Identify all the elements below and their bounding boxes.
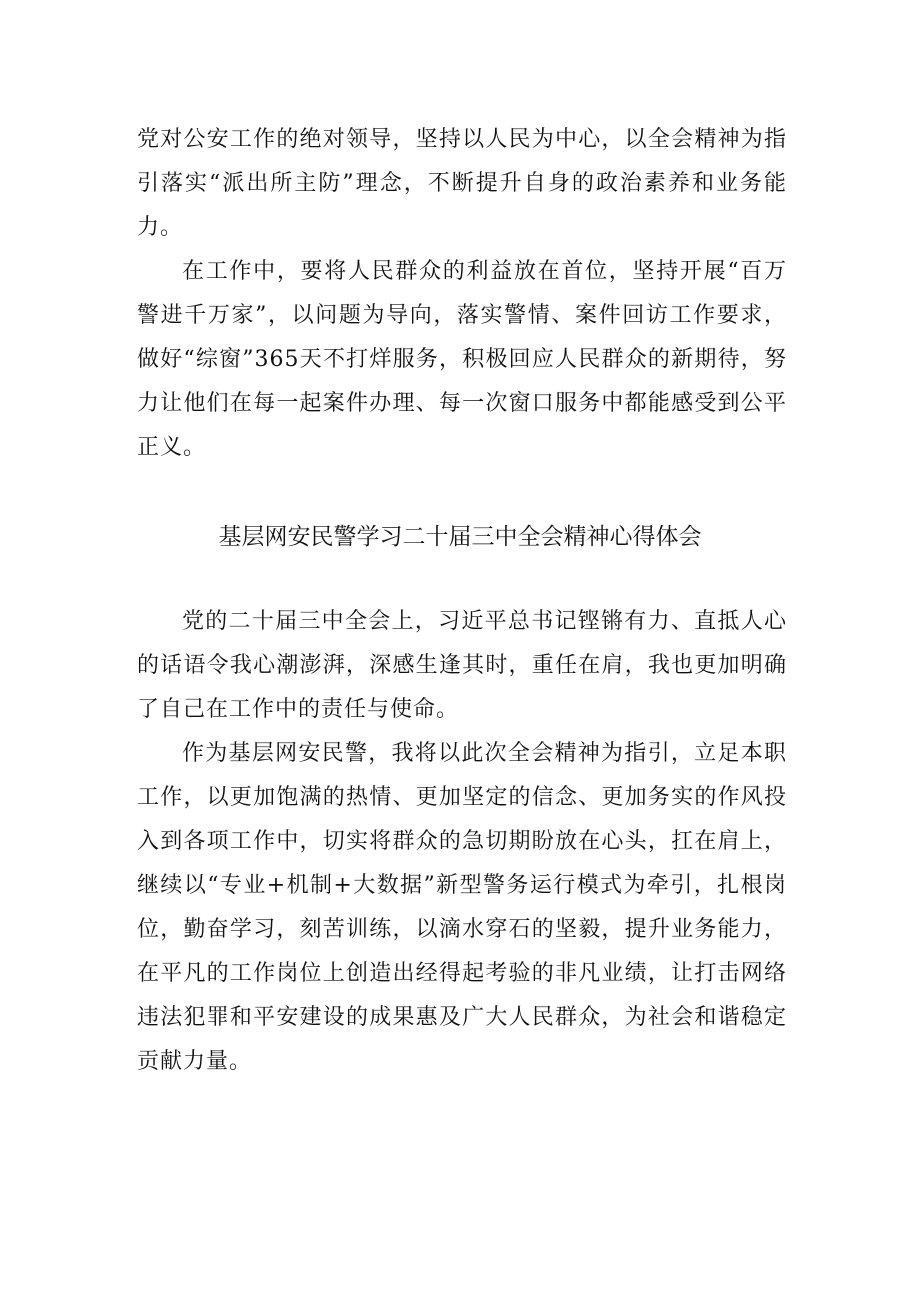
article-title: 基层网安民警学习二十届三中全会精神心得体会: [218, 524, 702, 550]
body-paragraph: 在工作中，要将人民群众的利益放在首位，坚持开展“百万警进千万家”，以问题为导向，落实警情、案件回访工作要求，做好“综窗”365天不打烊服务，积极回应人民群众的新期待，努力让他们在每一起案件办理、每一次窗口服务中都能感受到公平正义。: [137, 259, 787, 460]
body-paragraph: 作为基层网安民警，我将以此次全会精神为指引，立足本职工作，以更加饱满的热情、更加坚定的信念、更加务实的作风投入到各项工作中，切实将群众的急切期盼放在心头，扛在肩上，继续以“专业+机制+大数据”新型警务运行模式为牵引，扎根岗位，勤奋学习，刻苦训练，以滴水穿石的坚毅，提升业务能力，在平凡的工作岗位上创造出经得起考验的非凡业绩，让打击网络违法犯罪和平安建设的成果惠及广大人民群众，为社会和谐稳定贡献力量。: [137, 741, 787, 1074]
body-paragraph: 党的二十届三中全会上，习近平总书记铿锵有力、直抵人心的话语令我心潮澎湃，深感生逢其时，重任在肩，我也更加明确了自己在工作中的责任与使命。: [137, 609, 787, 722]
body-paragraph-continued: 党对公安工作的绝对领导，坚持以人民为中心，以全会精神为指引落实“派出所主防”理念，不断提升自身的政治素养和业务能力。: [137, 127, 787, 240]
